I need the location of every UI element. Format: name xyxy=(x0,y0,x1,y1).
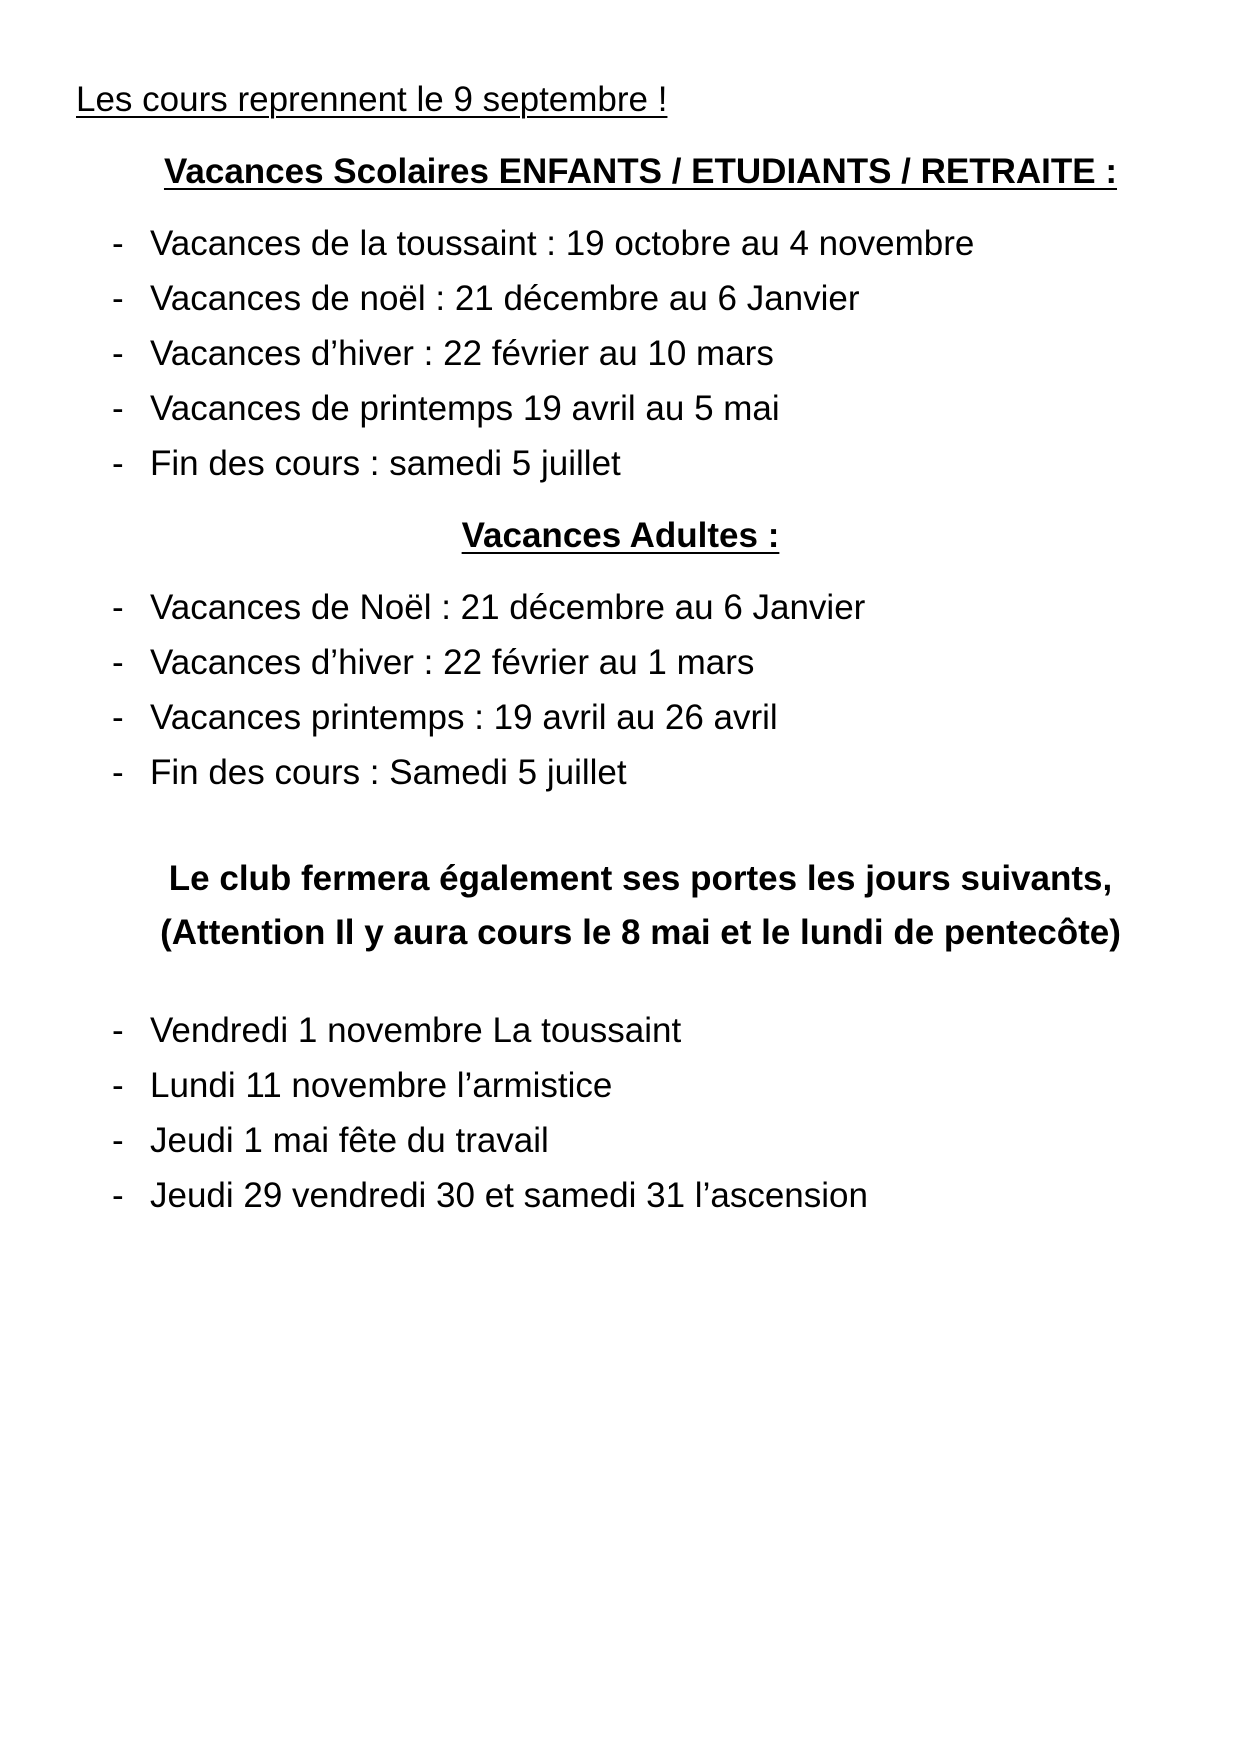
bullet-dash: - xyxy=(112,1121,124,1160)
list-item-text: Vacances d’hiver : 22 février au 10 mars xyxy=(150,334,774,373)
bullet-dash: - xyxy=(112,389,124,428)
list-item-text: Vendredi 1 novembre La toussaint xyxy=(150,1011,682,1050)
list-item-text: Vacances de Noël : 21 décembre au 6 Janvier xyxy=(150,588,866,627)
heading-club-closure-line2: (Attention Il y aura cours le 8 mai et le lundi de pentecôte) xyxy=(160,913,1121,952)
bullet-dash: - xyxy=(112,1011,124,1050)
bullet-dash: - xyxy=(112,334,124,373)
list-item-text: Vacances d’hiver : 22 février au 1 mars xyxy=(150,643,755,682)
list-item-text: Fin des cours : Samedi 5 juillet xyxy=(150,753,627,792)
list-item-text: Fin des cours : samedi 5 juillet xyxy=(150,444,621,483)
bullet-dash: - xyxy=(112,698,124,737)
list-item-text: Vacances de noël : 21 décembre au 6 Janvier xyxy=(150,279,860,318)
heading-club-closure-line1: Le club fermera également ses portes les jours suivants, xyxy=(168,859,1113,898)
bullet-dash: - xyxy=(112,588,124,627)
list-item-text: Jeudi 1 mai fête du travail xyxy=(150,1121,549,1160)
heading-adult-holidays: Vacances Adultes : xyxy=(461,516,780,555)
list-item-text: Vacances de la toussaint : 19 octobre au 4 novembre xyxy=(150,224,975,263)
bullet-dash: - xyxy=(112,444,124,483)
list-item-text: Vacances printemps : 19 avril au 26 avril xyxy=(150,698,778,737)
heading-school-holidays: Vacances Scolaires ENFANTS / ETUDIANTS / RETRAITE : xyxy=(163,152,1118,191)
intro-text: Les cours reprennent le 9 septembre ! xyxy=(76,80,668,119)
list-item-text: Vacances de printemps 19 avril au 5 mai xyxy=(150,389,780,428)
bullet-dash: - xyxy=(112,279,124,318)
list-item-text: Lundi 11 novembre l’armistice xyxy=(150,1066,613,1105)
bullet-dash: - xyxy=(112,1066,124,1105)
bullet-dash: - xyxy=(112,643,124,682)
bullet-dash: - xyxy=(112,753,124,792)
bullet-dash: - xyxy=(112,1176,124,1215)
bullet-dash: - xyxy=(112,224,124,263)
list-item-text: Jeudi 29 vendredi 30 et samedi 31 l’ascension xyxy=(150,1176,868,1215)
